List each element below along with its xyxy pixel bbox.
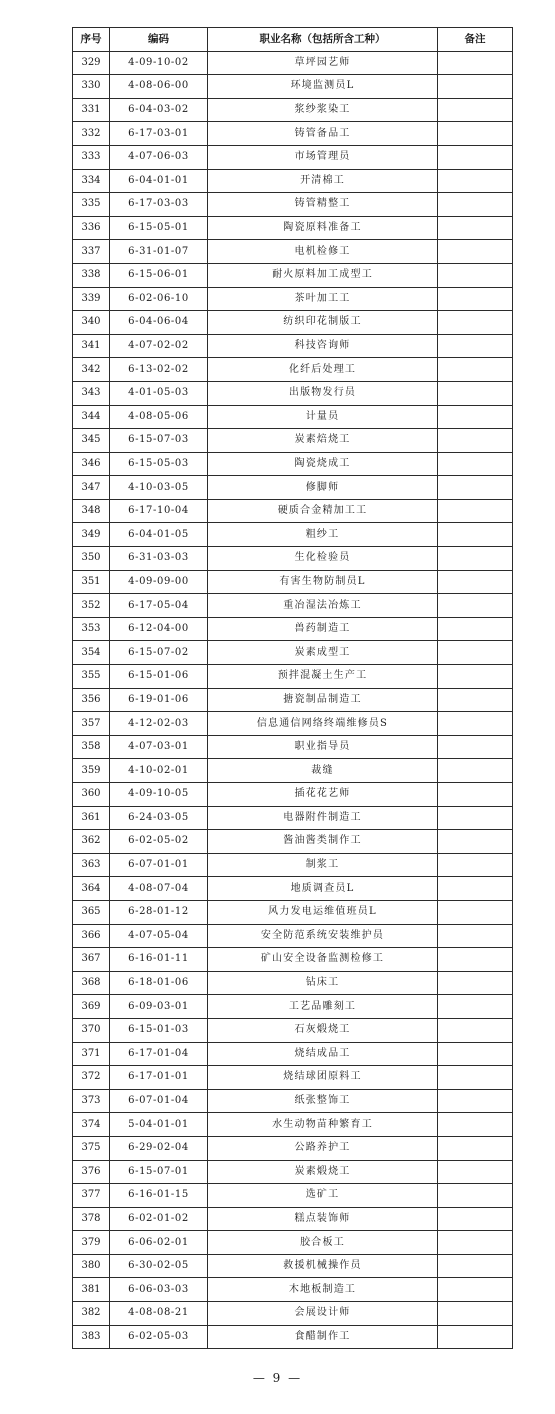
occupation-name-cell: 耐火原料加工成型工	[208, 263, 438, 287]
table-row	[73, 499, 513, 523]
seq-cell: 371	[73, 1042, 110, 1066]
occupation-name-cell: 茶叶加工工	[208, 287, 438, 311]
code-cell: 6-28-01-12	[110, 900, 208, 924]
occupation-name-cell: 钻床工	[208, 971, 438, 995]
seq-cell: 354	[73, 641, 110, 665]
code-cell: 6-07-01-04	[110, 1089, 208, 1113]
code-cell: 6-18-01-06	[110, 971, 208, 995]
header-seq: 序号	[73, 28, 110, 52]
table-row	[73, 75, 513, 99]
occupation-name-cell: 信息通信网络终端维修员S	[208, 712, 438, 736]
seq-cell: 374	[73, 1113, 110, 1137]
code-cell: 6-15-06-01	[110, 263, 208, 287]
occupation-name-cell: 矿山安全设备监测检修工	[208, 948, 438, 972]
code-cell: 4-09-10-02	[110, 51, 208, 75]
occupation-name-cell: 有害生物防制员L	[208, 570, 438, 594]
seq-cell: 355	[73, 665, 110, 689]
table-row	[73, 122, 513, 146]
code-cell: 4-07-03-01	[110, 735, 208, 759]
seq-cell: 365	[73, 900, 110, 924]
occupation-name-cell: 公路养护工	[208, 1136, 438, 1160]
code-cell: 6-17-03-03	[110, 193, 208, 217]
table-row	[73, 1184, 513, 1208]
seq-cell: 351	[73, 570, 110, 594]
code-cell: 6-24-03-05	[110, 806, 208, 830]
note-cell	[438, 617, 513, 641]
seq-cell: 332	[73, 122, 110, 146]
table-row	[73, 900, 513, 924]
seq-cell: 344	[73, 405, 110, 429]
note-cell	[438, 853, 513, 877]
occupation-name-cell: 制浆工	[208, 853, 438, 877]
note-cell	[438, 311, 513, 335]
table-row	[73, 334, 513, 358]
note-cell	[438, 1278, 513, 1302]
occupation-name-cell: 市场管理员	[208, 145, 438, 169]
note-cell	[438, 429, 513, 453]
note-cell	[438, 98, 513, 122]
table-row	[73, 1018, 513, 1042]
note-cell	[438, 145, 513, 169]
note-cell	[438, 971, 513, 995]
table-row	[73, 759, 513, 783]
seq-cell: 335	[73, 193, 110, 217]
seq-cell: 379	[73, 1231, 110, 1255]
seq-cell: 348	[73, 499, 110, 523]
note-cell	[438, 1184, 513, 1208]
code-cell: 5-04-01-01	[110, 1113, 208, 1137]
table-row	[73, 1207, 513, 1231]
code-cell: 4-08-07-04	[110, 877, 208, 901]
code-cell: 6-19-01-06	[110, 688, 208, 712]
table-row	[73, 1302, 513, 1326]
note-cell	[438, 358, 513, 382]
seq-cell: 357	[73, 712, 110, 736]
table-row	[73, 830, 513, 854]
code-cell: 6-15-07-02	[110, 641, 208, 665]
code-cell: 6-15-07-03	[110, 429, 208, 453]
occupation-name-cell: 会展设计师	[208, 1302, 438, 1326]
table-body	[73, 51, 513, 1349]
note-cell	[438, 641, 513, 665]
code-cell: 4-09-10-05	[110, 783, 208, 807]
note-cell	[438, 51, 513, 75]
table-row	[73, 216, 513, 240]
occupation-name-cell: 选矿工	[208, 1184, 438, 1208]
note-cell	[438, 216, 513, 240]
occupation-name-cell: 工艺品雕刻工	[208, 995, 438, 1019]
seq-cell: 367	[73, 948, 110, 972]
note-cell	[438, 240, 513, 264]
note-cell	[438, 1136, 513, 1160]
seq-cell: 366	[73, 924, 110, 948]
table-row	[73, 169, 513, 193]
note-cell	[438, 1113, 513, 1137]
table-row	[73, 405, 513, 429]
occupation-name-cell: 电机检修工	[208, 240, 438, 264]
note-cell	[438, 1018, 513, 1042]
occupation-name-cell: 修脚师	[208, 476, 438, 500]
table-row	[73, 665, 513, 689]
table-row	[73, 311, 513, 335]
note-cell	[438, 287, 513, 311]
occupation-name-cell: 出版物发行员	[208, 381, 438, 405]
seq-cell: 346	[73, 452, 110, 476]
note-cell	[438, 452, 513, 476]
note-cell	[438, 263, 513, 287]
code-cell: 6-15-07-01	[110, 1160, 208, 1184]
occupation-name-cell: 粗纱工	[208, 523, 438, 547]
table-row	[73, 806, 513, 830]
occupation-name-cell: 插花花艺师	[208, 783, 438, 807]
table-row	[73, 1113, 513, 1137]
table-row	[73, 712, 513, 736]
occupation-name-cell: 炭素焙烧工	[208, 429, 438, 453]
seq-cell: 329	[73, 51, 110, 75]
occupation-name-cell: 地质调查员L	[208, 877, 438, 901]
note-cell	[438, 193, 513, 217]
seq-cell: 363	[73, 853, 110, 877]
table-row	[73, 594, 513, 618]
code-cell: 6-02-06-10	[110, 287, 208, 311]
table-row	[73, 641, 513, 665]
note-cell	[438, 1089, 513, 1113]
note-cell	[438, 995, 513, 1019]
note-cell	[438, 877, 513, 901]
code-cell: 4-10-02-01	[110, 759, 208, 783]
note-cell	[438, 1231, 513, 1255]
occupation-name-cell: 电器附件制造工	[208, 806, 438, 830]
code-cell: 6-04-06-04	[110, 311, 208, 335]
table-row	[73, 924, 513, 948]
seq-cell: 383	[73, 1325, 110, 1349]
code-cell: 4-10-03-05	[110, 476, 208, 500]
occupation-name-cell: 食醋制作工	[208, 1325, 438, 1349]
code-cell: 6-17-10-04	[110, 499, 208, 523]
note-cell	[438, 1042, 513, 1066]
occupation-name-cell: 木地板制造工	[208, 1278, 438, 1302]
code-cell: 4-01-05-03	[110, 381, 208, 405]
seq-cell: 342	[73, 358, 110, 382]
seq-cell: 364	[73, 877, 110, 901]
seq-cell: 356	[73, 688, 110, 712]
note-cell	[438, 688, 513, 712]
seq-cell: 359	[73, 759, 110, 783]
seq-cell: 358	[73, 735, 110, 759]
occupation-name-cell: 草坪园艺师	[208, 51, 438, 75]
table-row	[73, 452, 513, 476]
seq-cell: 381	[73, 1278, 110, 1302]
code-cell: 6-31-03-03	[110, 547, 208, 571]
code-cell: 6-13-02-02	[110, 358, 208, 382]
seq-cell: 334	[73, 169, 110, 193]
header-code: 编码	[110, 28, 208, 52]
seq-cell: 361	[73, 806, 110, 830]
occupation-name-cell: 预拌混凝土生产工	[208, 665, 438, 689]
table-row	[73, 547, 513, 571]
code-cell: 4-08-06-00	[110, 75, 208, 99]
code-cell: 6-17-01-01	[110, 1066, 208, 1090]
occupation-name-cell: 化纤后处理工	[208, 358, 438, 382]
occupation-name-cell: 石灰煅烧工	[208, 1018, 438, 1042]
code-cell: 4-07-05-04	[110, 924, 208, 948]
header-name: 职业名称（包括所含工种）	[208, 28, 438, 52]
note-cell	[438, 122, 513, 146]
seq-cell: 362	[73, 830, 110, 854]
code-cell: 6-12-04-00	[110, 617, 208, 641]
seq-cell: 377	[73, 1184, 110, 1208]
occupation-name-cell: 糕点装饰师	[208, 1207, 438, 1231]
table-row	[73, 1231, 513, 1255]
table-row	[73, 735, 513, 759]
table-row	[73, 1066, 513, 1090]
table-row	[73, 287, 513, 311]
table-row	[73, 617, 513, 641]
note-cell	[438, 381, 513, 405]
occupation-name-cell: 炭素煅烧工	[208, 1160, 438, 1184]
note-cell	[438, 1160, 513, 1184]
table-row	[73, 570, 513, 594]
occupation-name-cell: 铸管精整工	[208, 193, 438, 217]
seq-cell: 376	[73, 1160, 110, 1184]
table-row	[73, 51, 513, 75]
seq-cell: 331	[73, 98, 110, 122]
table-header-row	[73, 28, 513, 52]
seq-cell: 370	[73, 1018, 110, 1042]
page-number: — 9 —	[252, 1371, 303, 1385]
code-cell: 6-02-01-02	[110, 1207, 208, 1231]
table-row	[73, 1325, 513, 1349]
table-row	[73, 995, 513, 1019]
code-cell: 6-30-02-05	[110, 1254, 208, 1278]
note-cell	[438, 830, 513, 854]
seq-cell: 382	[73, 1302, 110, 1326]
seq-cell: 345	[73, 429, 110, 453]
code-cell: 6-16-01-11	[110, 948, 208, 972]
seq-cell: 353	[73, 617, 110, 641]
note-cell	[438, 570, 513, 594]
table-row	[73, 476, 513, 500]
note-cell	[438, 1207, 513, 1231]
code-cell: 4-07-02-02	[110, 334, 208, 358]
code-cell: 6-04-01-01	[110, 169, 208, 193]
table-row	[73, 877, 513, 901]
seq-cell: 349	[73, 523, 110, 547]
table-row	[73, 523, 513, 547]
occupation-name-cell: 陶瓷烧成工	[208, 452, 438, 476]
code-cell: 4-12-02-03	[110, 712, 208, 736]
code-cell: 4-07-06-03	[110, 145, 208, 169]
occupation-name-cell: 纸张整饰工	[208, 1089, 438, 1113]
code-cell: 6-04-03-02	[110, 98, 208, 122]
occupation-name-cell: 陶瓷原料准备工	[208, 216, 438, 240]
table-row	[73, 98, 513, 122]
occupation-name-cell: 水生动物苗种繁育工	[208, 1113, 438, 1137]
table-row	[73, 429, 513, 453]
seq-cell: 373	[73, 1089, 110, 1113]
code-cell: 6-07-01-01	[110, 853, 208, 877]
seq-cell: 350	[73, 547, 110, 571]
table-row	[73, 1089, 513, 1113]
table-row	[73, 1278, 513, 1302]
seq-cell: 352	[73, 594, 110, 618]
note-cell	[438, 783, 513, 807]
note-cell	[438, 405, 513, 429]
note-cell	[438, 169, 513, 193]
note-cell	[438, 1302, 513, 1326]
occupation-name-cell: 兽药制造工	[208, 617, 438, 641]
note-cell	[438, 900, 513, 924]
occupation-name-cell: 救援机械操作员	[208, 1254, 438, 1278]
occupation-name-cell: 纺织印花制版工	[208, 311, 438, 335]
table-row	[73, 358, 513, 382]
code-cell: 6-15-01-06	[110, 665, 208, 689]
seq-cell: 380	[73, 1254, 110, 1278]
occupation-name-cell: 硬质合金精加工工	[208, 499, 438, 523]
occupation-name-cell: 职业指导员	[208, 735, 438, 759]
occupation-name-cell: 生化检验员	[208, 547, 438, 571]
code-cell: 6-31-01-07	[110, 240, 208, 264]
table-row	[73, 1042, 513, 1066]
occupation-name-cell: 酱油酱类制作工	[208, 830, 438, 854]
seq-cell: 369	[73, 995, 110, 1019]
note-cell	[438, 735, 513, 759]
occupation-name-cell: 科技咨询师	[208, 334, 438, 358]
occupation-table	[72, 27, 513, 1349]
note-cell	[438, 1066, 513, 1090]
seq-cell: 368	[73, 971, 110, 995]
seq-cell: 347	[73, 476, 110, 500]
code-cell: 6-15-05-01	[110, 216, 208, 240]
note-cell	[438, 547, 513, 571]
code-cell: 6-17-01-04	[110, 1042, 208, 1066]
note-cell	[438, 759, 513, 783]
occupation-name-cell: 风力发电运维值班员L	[208, 900, 438, 924]
note-cell	[438, 948, 513, 972]
occupation-name-cell: 胶合板工	[208, 1231, 438, 1255]
seq-cell: 372	[73, 1066, 110, 1090]
note-cell	[438, 334, 513, 358]
note-cell	[438, 499, 513, 523]
occupation-name-cell: 炭素成型工	[208, 641, 438, 665]
occupation-name-cell: 裁缝	[208, 759, 438, 783]
occupation-name-cell: 铸管备品工	[208, 122, 438, 146]
table-row	[73, 1254, 513, 1278]
note-cell	[438, 75, 513, 99]
code-cell: 4-08-08-21	[110, 1302, 208, 1326]
header-note: 备注	[438, 28, 513, 52]
occupation-name-cell: 重冶湿法冶炼工	[208, 594, 438, 618]
seq-cell: 336	[73, 216, 110, 240]
seq-cell: 375	[73, 1136, 110, 1160]
code-cell: 6-09-03-01	[110, 995, 208, 1019]
note-cell	[438, 1254, 513, 1278]
note-cell	[438, 665, 513, 689]
seq-cell: 333	[73, 145, 110, 169]
code-cell: 4-08-05-06	[110, 405, 208, 429]
code-cell: 6-15-05-03	[110, 452, 208, 476]
seq-cell: 378	[73, 1207, 110, 1231]
note-cell	[438, 806, 513, 830]
table-row	[73, 263, 513, 287]
seq-cell: 338	[73, 263, 110, 287]
seq-cell: 343	[73, 381, 110, 405]
note-cell	[438, 476, 513, 500]
note-cell	[438, 523, 513, 547]
table-row	[73, 783, 513, 807]
seq-cell: 340	[73, 311, 110, 335]
table-row	[73, 240, 513, 264]
occupation-name-cell: 计量员	[208, 405, 438, 429]
note-cell	[438, 924, 513, 948]
code-cell: 6-02-05-02	[110, 830, 208, 854]
occupation-name-cell: 安全防范系统安装维护员	[208, 924, 438, 948]
code-cell: 6-16-01-15	[110, 1184, 208, 1208]
table-row	[73, 853, 513, 877]
table-row	[73, 381, 513, 405]
table-row	[73, 688, 513, 712]
occupation-name-cell: 烧结成品工	[208, 1042, 438, 1066]
table-row	[73, 193, 513, 217]
note-cell	[438, 594, 513, 618]
code-cell: 6-06-03-03	[110, 1278, 208, 1302]
table-row	[73, 971, 513, 995]
seq-cell: 360	[73, 783, 110, 807]
code-cell: 6-02-05-03	[110, 1325, 208, 1349]
note-cell	[438, 712, 513, 736]
code-cell: 6-15-01-03	[110, 1018, 208, 1042]
note-cell	[438, 1325, 513, 1349]
occupation-name-cell: 开清棉工	[208, 169, 438, 193]
code-cell: 6-17-03-01	[110, 122, 208, 146]
occupation-name-cell: 烧结球团原料工	[208, 1066, 438, 1090]
seq-cell: 341	[73, 334, 110, 358]
table-row	[73, 948, 513, 972]
code-cell: 6-17-05-04	[110, 594, 208, 618]
seq-cell: 337	[73, 240, 110, 264]
table-row	[73, 1160, 513, 1184]
occupation-name-cell: 浆纱浆染工	[208, 98, 438, 122]
code-cell: 6-29-02-04	[110, 1136, 208, 1160]
seq-cell: 339	[73, 287, 110, 311]
code-cell: 6-06-02-01	[110, 1231, 208, 1255]
seq-cell: 330	[73, 75, 110, 99]
occupation-name-cell: 环境监测员L	[208, 75, 438, 99]
occupation-name-cell: 搪瓷制品制造工	[208, 688, 438, 712]
table-row	[73, 145, 513, 169]
code-cell: 6-04-01-05	[110, 523, 208, 547]
code-cell: 4-09-09-00	[110, 570, 208, 594]
table-row	[73, 1136, 513, 1160]
